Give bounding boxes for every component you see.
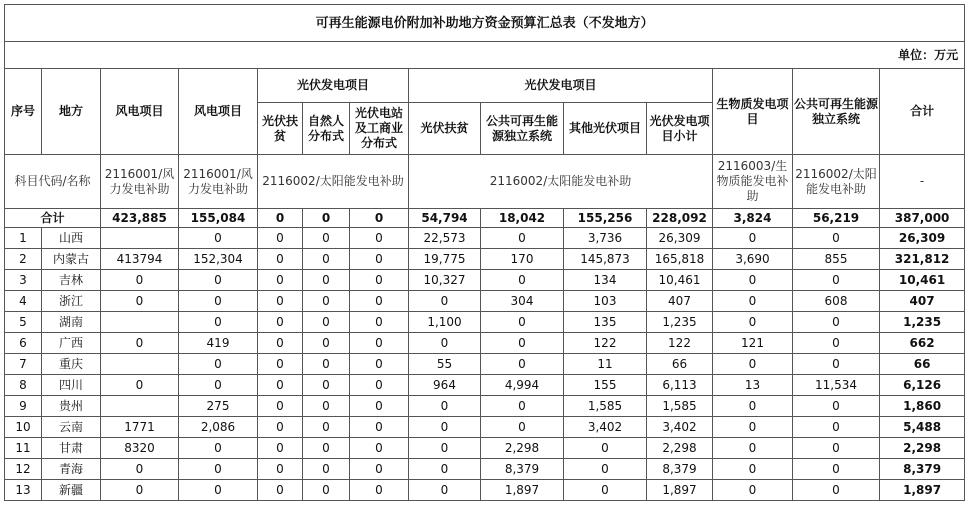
row-cell: 0: [258, 291, 303, 312]
row-cell: 0: [350, 354, 409, 375]
row-cell: 0: [793, 228, 880, 249]
row-cell: 0: [258, 459, 303, 480]
table-title: 可再生能源电价附加补助地方资金预算汇总表（不发地方）: [5, 5, 965, 42]
summary-row: [5, 209, 965, 228]
table-row: [5, 396, 965, 417]
row-cell: 2,298: [880, 438, 965, 459]
row-cell: 0: [409, 480, 481, 501]
row-cell: 0: [179, 375, 258, 396]
row-region: 四川: [42, 375, 101, 396]
row-cell: 0: [409, 438, 481, 459]
table-row: [5, 417, 965, 438]
row-cell: 8,379: [880, 459, 965, 480]
row-cell: 0: [303, 333, 350, 354]
row-cell: 0: [481, 333, 564, 354]
row-cell: 0: [303, 438, 350, 459]
row-cell: 0: [793, 417, 880, 438]
row-cell: 0: [713, 228, 793, 249]
row-cell: 0: [713, 396, 793, 417]
row-cell: 0: [713, 270, 793, 291]
row-cell: 0: [258, 354, 303, 375]
row-cell: 26,309: [647, 228, 713, 249]
summary-cell: 387,000: [880, 209, 965, 228]
summary-label: 合计: [5, 209, 101, 228]
table-row: [5, 459, 965, 480]
row-cell: 304: [481, 291, 564, 312]
row-cell: 121: [713, 333, 793, 354]
header-pv-group-2: 光伏发电项目: [409, 69, 713, 103]
row-cell: 11,534: [793, 375, 880, 396]
row-cell: 6,126: [880, 375, 965, 396]
row-cell: 0: [350, 396, 409, 417]
row-cell: 55: [409, 354, 481, 375]
row-number: 4: [5, 291, 42, 312]
row-cell: [101, 312, 179, 333]
summary-cell: 18,042: [481, 209, 564, 228]
row-cell: 0: [793, 396, 880, 417]
row-cell: 155: [564, 375, 647, 396]
row-cell: [101, 228, 179, 249]
row-cell: 0: [303, 480, 350, 501]
header-wind-1: 风电项目: [101, 69, 179, 155]
row-cell: 0: [409, 396, 481, 417]
row-cell: 22,573: [409, 228, 481, 249]
row-cell: 0: [713, 291, 793, 312]
row-cell: 0: [258, 417, 303, 438]
row-number: 8: [5, 375, 42, 396]
row-cell: 0: [350, 333, 409, 354]
header-wind-2: 风电项目: [179, 69, 258, 155]
row-cell: 5,488: [880, 417, 965, 438]
row-cell: 0: [258, 438, 303, 459]
row-cell: 1,897: [481, 480, 564, 501]
row-cell: 1,585: [647, 396, 713, 417]
row-cell: 0: [179, 480, 258, 501]
row-number: 9: [5, 396, 42, 417]
row-cell: 3,402: [647, 417, 713, 438]
table-row: [5, 333, 965, 354]
summary-cell: 56,219: [793, 209, 880, 228]
row-cell: 122: [564, 333, 647, 354]
row-cell: 0: [258, 396, 303, 417]
row-cell: 11: [564, 354, 647, 375]
code-wind-1: 2116001/风力发电补助: [101, 155, 179, 209]
row-cell: 0: [101, 270, 179, 291]
row-number: 6: [5, 333, 42, 354]
row-cell: 0: [179, 228, 258, 249]
row-cell: 0: [350, 459, 409, 480]
row-cell: 1,235: [647, 312, 713, 333]
row-cell: 0: [350, 270, 409, 291]
row-cell: 0: [481, 270, 564, 291]
row-cell: 321,812: [880, 249, 965, 270]
row-cell: 0: [793, 354, 880, 375]
row-cell: 0: [409, 291, 481, 312]
row-cell: 1,235: [880, 312, 965, 333]
row-cell: 0: [303, 396, 350, 417]
row-cell: 10,461: [880, 270, 965, 291]
header-pv2-subtotal: 光伏发电项目小计: [647, 103, 713, 155]
row-cell: 0: [179, 291, 258, 312]
row-cell: 608: [793, 291, 880, 312]
row-cell: 2,298: [481, 438, 564, 459]
header-pv-group-1: 光伏发电项目: [258, 69, 409, 103]
summary-cell: 54,794: [409, 209, 481, 228]
row-cell: 0: [258, 228, 303, 249]
row-cell: 0: [303, 375, 350, 396]
row-region: 贵州: [42, 396, 101, 417]
header-pv1-poverty: 光伏扶贫: [258, 103, 303, 155]
row-cell: 0: [481, 354, 564, 375]
row-cell: 419: [179, 333, 258, 354]
row-cell: 1,897: [880, 480, 965, 501]
summary-cell: 155,256: [564, 209, 647, 228]
row-cell: 0: [713, 480, 793, 501]
row-cell: 1,897: [647, 480, 713, 501]
summary-cell: 155,084: [179, 209, 258, 228]
row-cell: 0: [481, 417, 564, 438]
row-cell: 66: [647, 354, 713, 375]
row-cell: 103: [564, 291, 647, 312]
row-cell: 4,994: [481, 375, 564, 396]
row-region: 新疆: [42, 480, 101, 501]
row-cell: 19,775: [409, 249, 481, 270]
row-number: 5: [5, 312, 42, 333]
row-cell: [101, 396, 179, 417]
code-total: -: [880, 155, 965, 209]
row-cell: 122: [647, 333, 713, 354]
table-row: [5, 312, 965, 333]
row-cell: 145,873: [564, 249, 647, 270]
row-cell: 0: [409, 417, 481, 438]
summary-cell: 0: [258, 209, 303, 228]
row-cell: 0: [350, 249, 409, 270]
row-region: 重庆: [42, 354, 101, 375]
header-biomass: 生物质发电项目: [713, 69, 793, 155]
row-cell: 0: [303, 312, 350, 333]
row-cell: 275: [179, 396, 258, 417]
row-region: 青海: [42, 459, 101, 480]
row-cell: 0: [793, 333, 880, 354]
row-cell: 0: [101, 459, 179, 480]
row-cell: 2,086: [179, 417, 258, 438]
row-cell: 0: [793, 312, 880, 333]
row-cell: 1,585: [564, 396, 647, 417]
row-number: 11: [5, 438, 42, 459]
row-cell: 0: [713, 312, 793, 333]
row-cell: 413794: [101, 249, 179, 270]
row-cell: 26,309: [880, 228, 965, 249]
row-cell: 8,379: [481, 459, 564, 480]
row-cell: 0: [303, 249, 350, 270]
row-cell: 0: [101, 333, 179, 354]
row-cell: 964: [409, 375, 481, 396]
table-row: [5, 438, 965, 459]
row-cell: 0: [303, 270, 350, 291]
row-cell: 0: [350, 480, 409, 501]
header-public-system: 公共可再生能源独立系统: [793, 69, 880, 155]
row-cell: 8,379: [647, 459, 713, 480]
row-number: 2: [5, 249, 42, 270]
row-cell: 0: [564, 480, 647, 501]
header-seq: 序号: [5, 69, 42, 155]
budget-sheet: [4, 4, 964, 501]
row-cell: 407: [647, 291, 713, 312]
row-cell: 0: [713, 417, 793, 438]
row-cell: 0: [409, 459, 481, 480]
row-cell: 0: [258, 249, 303, 270]
header-pv2-other: 其他光伏项目: [564, 103, 647, 155]
code-label: 科目代码/名称: [5, 155, 101, 209]
table-row: [5, 228, 965, 249]
row-cell: 0: [179, 459, 258, 480]
row-number: 7: [5, 354, 42, 375]
row-number: 13: [5, 480, 42, 501]
row-cell: 0: [258, 312, 303, 333]
row-cell: 0: [101, 375, 179, 396]
row-cell: 0: [179, 354, 258, 375]
row-cell: 66: [880, 354, 965, 375]
row-cell: 0: [179, 270, 258, 291]
row-cell: 13: [713, 375, 793, 396]
row-cell: 10,461: [647, 270, 713, 291]
table-row: [5, 249, 965, 270]
code-biomass: 2116003/生物质能发电补助: [713, 155, 793, 209]
code-pv-2: 2116002/太阳能发电补助: [409, 155, 713, 209]
table-row: [5, 375, 965, 396]
row-cell: 0: [713, 354, 793, 375]
row-cell: 6,113: [647, 375, 713, 396]
row-cell: 855: [793, 249, 880, 270]
row-cell: 170: [481, 249, 564, 270]
header-region: 地方: [42, 69, 101, 155]
header-pv1-natural: 自然人分布式: [303, 103, 350, 155]
row-cell: 0: [350, 438, 409, 459]
row-cell: 0: [564, 438, 647, 459]
row-cell: 10,327: [409, 270, 481, 291]
row-region: 云南: [42, 417, 101, 438]
row-region: 浙江: [42, 291, 101, 312]
row-cell: 2,298: [647, 438, 713, 459]
row-cell: 152,304: [179, 249, 258, 270]
unit-label: 单位：万元: [5, 42, 965, 69]
row-cell: 134: [564, 270, 647, 291]
summary-cell: 3,824: [713, 209, 793, 228]
row-cell: 0: [481, 312, 564, 333]
row-cell: 135: [564, 312, 647, 333]
row-cell: 0: [409, 333, 481, 354]
row-cell: 0: [350, 228, 409, 249]
row-cell: 3,736: [564, 228, 647, 249]
row-cell: 0: [793, 270, 880, 291]
row-cell: 0: [350, 291, 409, 312]
row-cell: 407: [880, 291, 965, 312]
row-region: 内蒙古: [42, 249, 101, 270]
row-cell: 0: [793, 459, 880, 480]
row-number: 12: [5, 459, 42, 480]
row-number: 3: [5, 270, 42, 291]
row-cell: 0: [303, 354, 350, 375]
row-region: 甘肃: [42, 438, 101, 459]
row-cell: 0: [303, 417, 350, 438]
budget-table: [4, 4, 965, 501]
code-public-system: 2116002/太阳能发电补助: [793, 155, 880, 209]
row-cell: 0: [481, 228, 564, 249]
header-total: 合计: [880, 69, 965, 155]
code-wind-2: 2116001/风力发电补助: [179, 155, 258, 209]
row-cell: 0: [564, 459, 647, 480]
row-cell: 0: [258, 480, 303, 501]
row-cell: [101, 354, 179, 375]
row-cell: 0: [350, 312, 409, 333]
row-cell: 0: [258, 375, 303, 396]
row-region: 吉林: [42, 270, 101, 291]
row-cell: 0: [793, 480, 880, 501]
row-cell: 8320: [101, 438, 179, 459]
row-cell: 0: [793, 438, 880, 459]
row-cell: 0: [303, 459, 350, 480]
row-number: 1: [5, 228, 42, 249]
row-cell: 662: [880, 333, 965, 354]
row-cell: 0: [303, 228, 350, 249]
summary-cell: 228,092: [647, 209, 713, 228]
row-cell: 0: [179, 312, 258, 333]
row-cell: 3,690: [713, 249, 793, 270]
row-region: 广西: [42, 333, 101, 354]
row-cell: 0: [101, 291, 179, 312]
row-cell: 0: [258, 270, 303, 291]
row-cell: 0: [350, 375, 409, 396]
row-region: 山西: [42, 228, 101, 249]
summary-cell: 0: [350, 209, 409, 228]
header-pv1-commercial: 光伏电站及工商业分布式: [350, 103, 409, 155]
summary-cell: 0: [303, 209, 350, 228]
header-pv2-public: 公共可再生能源独立系统: [481, 103, 564, 155]
code-pv-1: 2116002/太阳能发电补助: [258, 155, 409, 209]
row-number: 10: [5, 417, 42, 438]
row-cell: 3,402: [564, 417, 647, 438]
row-cell: 0: [258, 333, 303, 354]
row-cell: 165,818: [647, 249, 713, 270]
table-row: [5, 270, 965, 291]
row-cell: 0: [713, 438, 793, 459]
row-cell: 0: [179, 438, 258, 459]
table-row: [5, 354, 965, 375]
header-pv2-poverty: 光伏扶贫: [409, 103, 481, 155]
row-region: 湖南: [42, 312, 101, 333]
summary-cell: 423,885: [101, 209, 179, 228]
row-cell: 1771: [101, 417, 179, 438]
row-cell: 0: [481, 396, 564, 417]
row-cell: 1,100: [409, 312, 481, 333]
row-cell: 0: [303, 291, 350, 312]
row-cell: 0: [101, 480, 179, 501]
row-cell: 0: [350, 417, 409, 438]
row-cell: 0: [713, 459, 793, 480]
row-cell: 1,860: [880, 396, 965, 417]
table-row: [5, 480, 965, 501]
table-row: [5, 291, 965, 312]
